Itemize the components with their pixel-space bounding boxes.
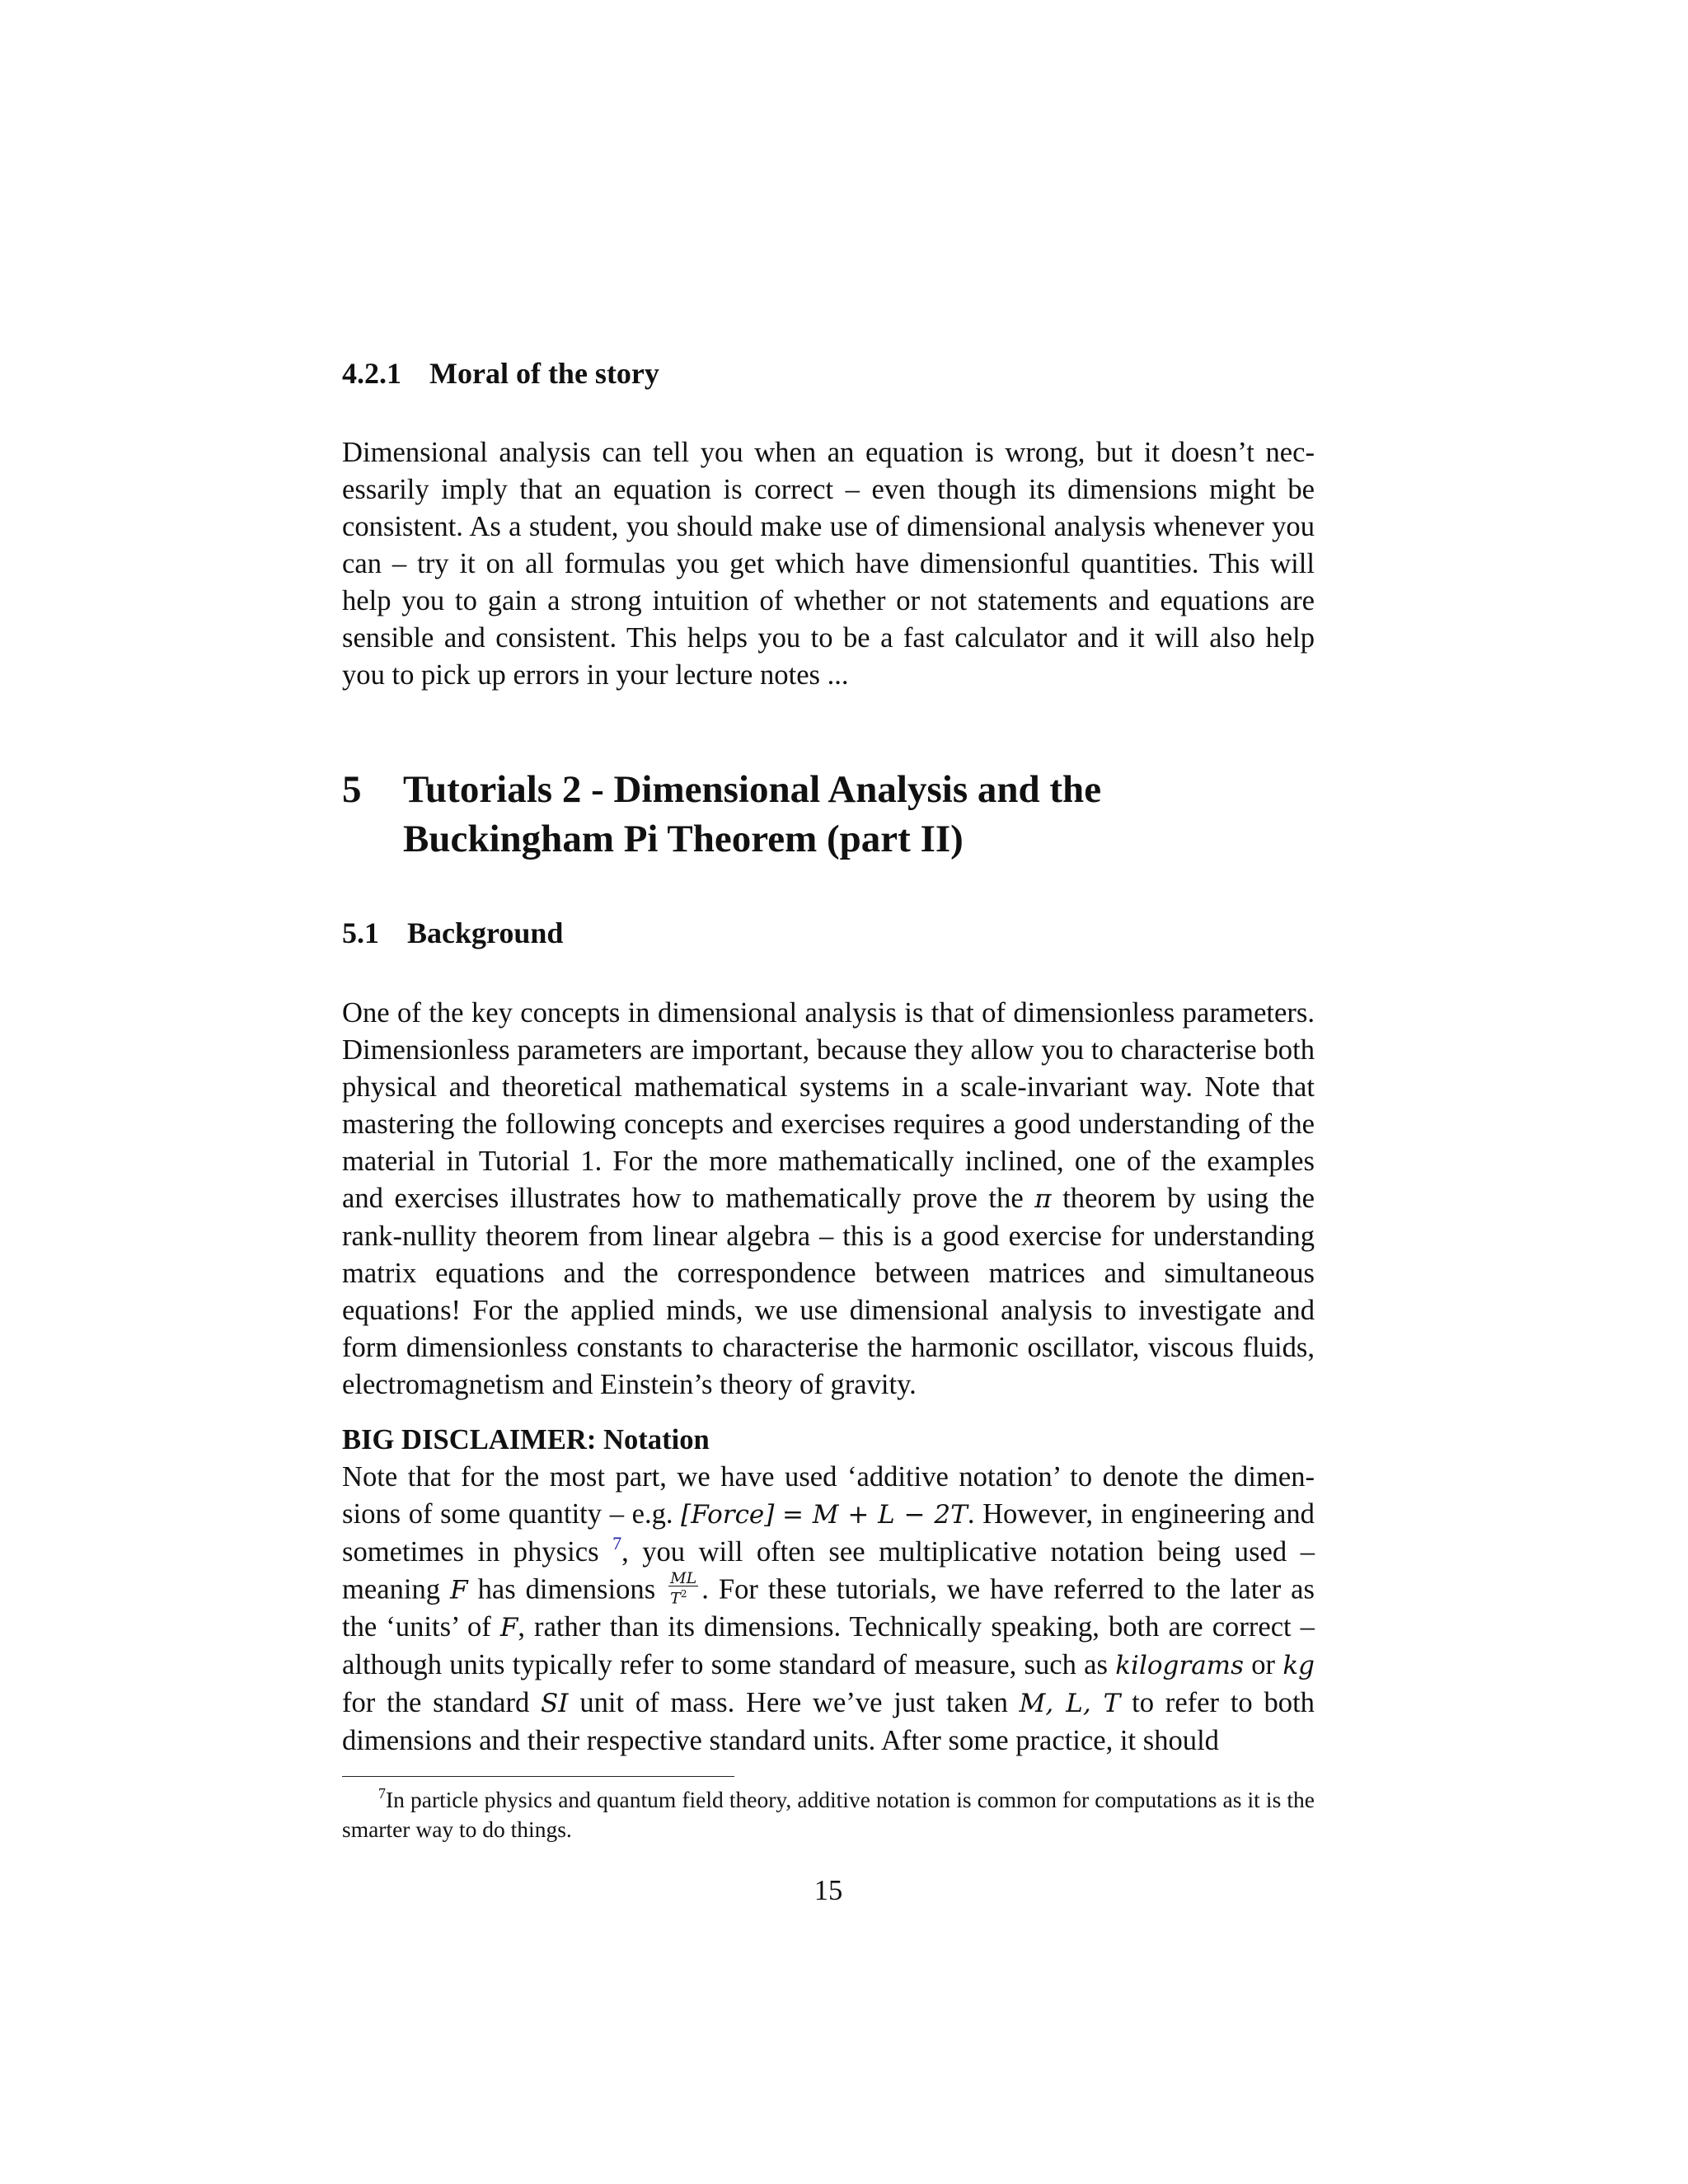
math-variable-f: F	[450, 1575, 468, 1605]
disclaimer-text: . For these tutorials, we have referred to the later as the ‘units’ of	[342, 1573, 1315, 1643]
disclaimer-text: to refer to both dimensions and their respective standard units. After some practice, it should	[342, 1687, 1315, 1757]
math-equation-rhs: = M + L − 2T	[782, 1500, 968, 1530]
math-mlt: M, L, T	[1019, 1689, 1121, 1719]
disclaimer-paragraph	[342, 1422, 1315, 1760]
fraction-numerator: ML	[670, 1569, 697, 1587]
fraction-denominator	[668, 1586, 698, 1608]
math-kg: kg	[1282, 1651, 1315, 1681]
disclaimer-text: for the standard	[342, 1687, 530, 1719]
disclaimer-text: , rather than its dimensions. Technically speaking, both are correct – although units typically refer to some standard of measure, such as	[342, 1611, 1315, 1681]
section-number: 5	[342, 768, 362, 811]
fraction-denominator-base: T	[670, 1589, 681, 1608]
math-si: SI	[541, 1689, 569, 1719]
disclaimer-title: BIG DISCLAIMER: Notation	[342, 1424, 710, 1455]
section-heading-5	[342, 765, 1315, 864]
footnote	[342, 1785, 1315, 1844]
subsection-title: Background	[407, 916, 564, 949]
subsection-number: 5.1	[342, 916, 379, 949]
math-variable-f: F	[499, 1613, 518, 1643]
math-kilograms: kilograms	[1115, 1651, 1244, 1681]
disclaimer-text: or	[1251, 1649, 1276, 1681]
math-fraction	[668, 1569, 698, 1608]
math-force: [Force]	[681, 1500, 775, 1530]
disclaimer-text: unit of mass. Here we’ve just taken	[579, 1687, 1008, 1719]
disclaimer-text: , you will often see multiplicative notation being used – meaning	[342, 1536, 1315, 1605]
disclaimer-text: has dimensions	[477, 1573, 656, 1605]
pi-symbol: π	[1034, 1184, 1052, 1214]
subsection-title: Moral of the story	[429, 357, 659, 390]
section-title: Tutorials 2 - Dimensional Analysis and the Buckingham Pi Theorem (part II)	[403, 768, 1102, 860]
disclaimer-text: . However, in engineering and sometimes in physics	[342, 1498, 1315, 1568]
document-page	[342, 0, 1315, 2184]
footnote-divider	[342, 1776, 734, 1777]
page-number: 15	[814, 1875, 843, 1906]
footnote-reference-link[interactable]: 7	[612, 1533, 622, 1554]
subsection-heading-moral	[342, 355, 659, 391]
moral-paragraph: Dimensional analysis can tell you when an equation is wrong, but it doesn’t necessarily imply that an equation is correct – even though its dimensions might be consistent. As a student, you should make use of dimensional analysis whenever you can – try it on all formulas you get which have dimensionful quantities. This will help you to gain a strong intuition of whether or not statements and equations are sensible and consistent. This helps you to be a fast calculator and it will also help you to pick up errors in your lecture notes ...	[342, 437, 1315, 691]
background-paragraph	[342, 995, 1315, 1404]
footnote-mark: 7	[378, 1785, 386, 1802]
footnote-text: In particle physics and quantum field theory, additive notation is common for computations as it is the smarter way to do things.	[342, 1787, 1315, 1842]
background-text-part1: One of the key concepts in dimensional analysis is that of dimensionless parameters. Dimensionless parameters are important, because they allow you to characterise both physical and theoretical mathematical systems in a scale-invariant way. Note that mastering the following concepts and exercises requires a good understanding of the material in Tutorial 1. For the more mathematically inclined, one of the examples and exercises illustrates how to mathematically prove the	[342, 997, 1315, 1214]
subsection-number: 4.2.1	[342, 357, 401, 390]
fraction-denominator-exponent: 2	[680, 1588, 687, 1600]
background-text-part2: theorem by using the rank-nullity theorem from linear algebra – this is a good exercise for understanding matrix equations and the correspondence between matrices and simultaneous equations! For the applied minds, we use dimensional analysis to investigate and form dimensionless constants to characterise the harmonic oscillator, viscous fluids, electromagnetism and Einstein’s theory of gravity.	[342, 1183, 1315, 1400]
subsection-heading-background	[342, 915, 563, 951]
disclaimer-text: Note that for the most part, we have used ‘additive notation’ to denote the dimensions of some quantity – e.g.	[342, 1461, 1315, 1530]
